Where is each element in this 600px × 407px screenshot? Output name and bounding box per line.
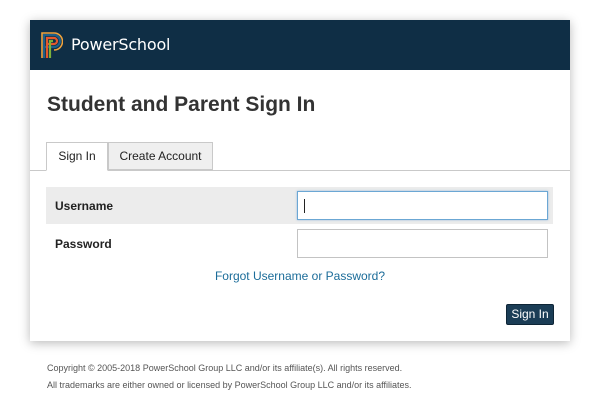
signin-card — [30, 20, 570, 341]
text-caret — [304, 199, 305, 213]
powerschool-logo-icon — [41, 32, 63, 59]
forgot-credentials-link[interactable]: Forgot Username or Password? — [214, 269, 386, 283]
password-input[interactable] — [297, 229, 548, 258]
username-label: Username — [55, 199, 114, 213]
username-row — [46, 187, 553, 224]
page-title: Student and Parent Sign In — [47, 93, 316, 116]
password-row — [46, 225, 553, 262]
tab-bar — [30, 142, 570, 171]
password-label: Password — [55, 237, 112, 251]
username-input[interactable] — [297, 191, 548, 220]
sign-in-button[interactable]: Sign In — [506, 304, 554, 325]
copyright-text: Copyright © 2005-2018 PowerSchool Group LLC and/or its affiliate(s). All rights reserved. — [47, 363, 403, 373]
trademark-text: All trademarks are either owned or licensed by PowerSchool Group LLC and/or its affiliates. — [47, 380, 412, 390]
tab-create-account[interactable]: Create Account — [108, 142, 213, 170]
tab-sign-in[interactable]: Sign In — [46, 142, 108, 171]
brand-name: PowerSchool — [71, 35, 171, 54]
header-bar — [30, 20, 570, 70]
